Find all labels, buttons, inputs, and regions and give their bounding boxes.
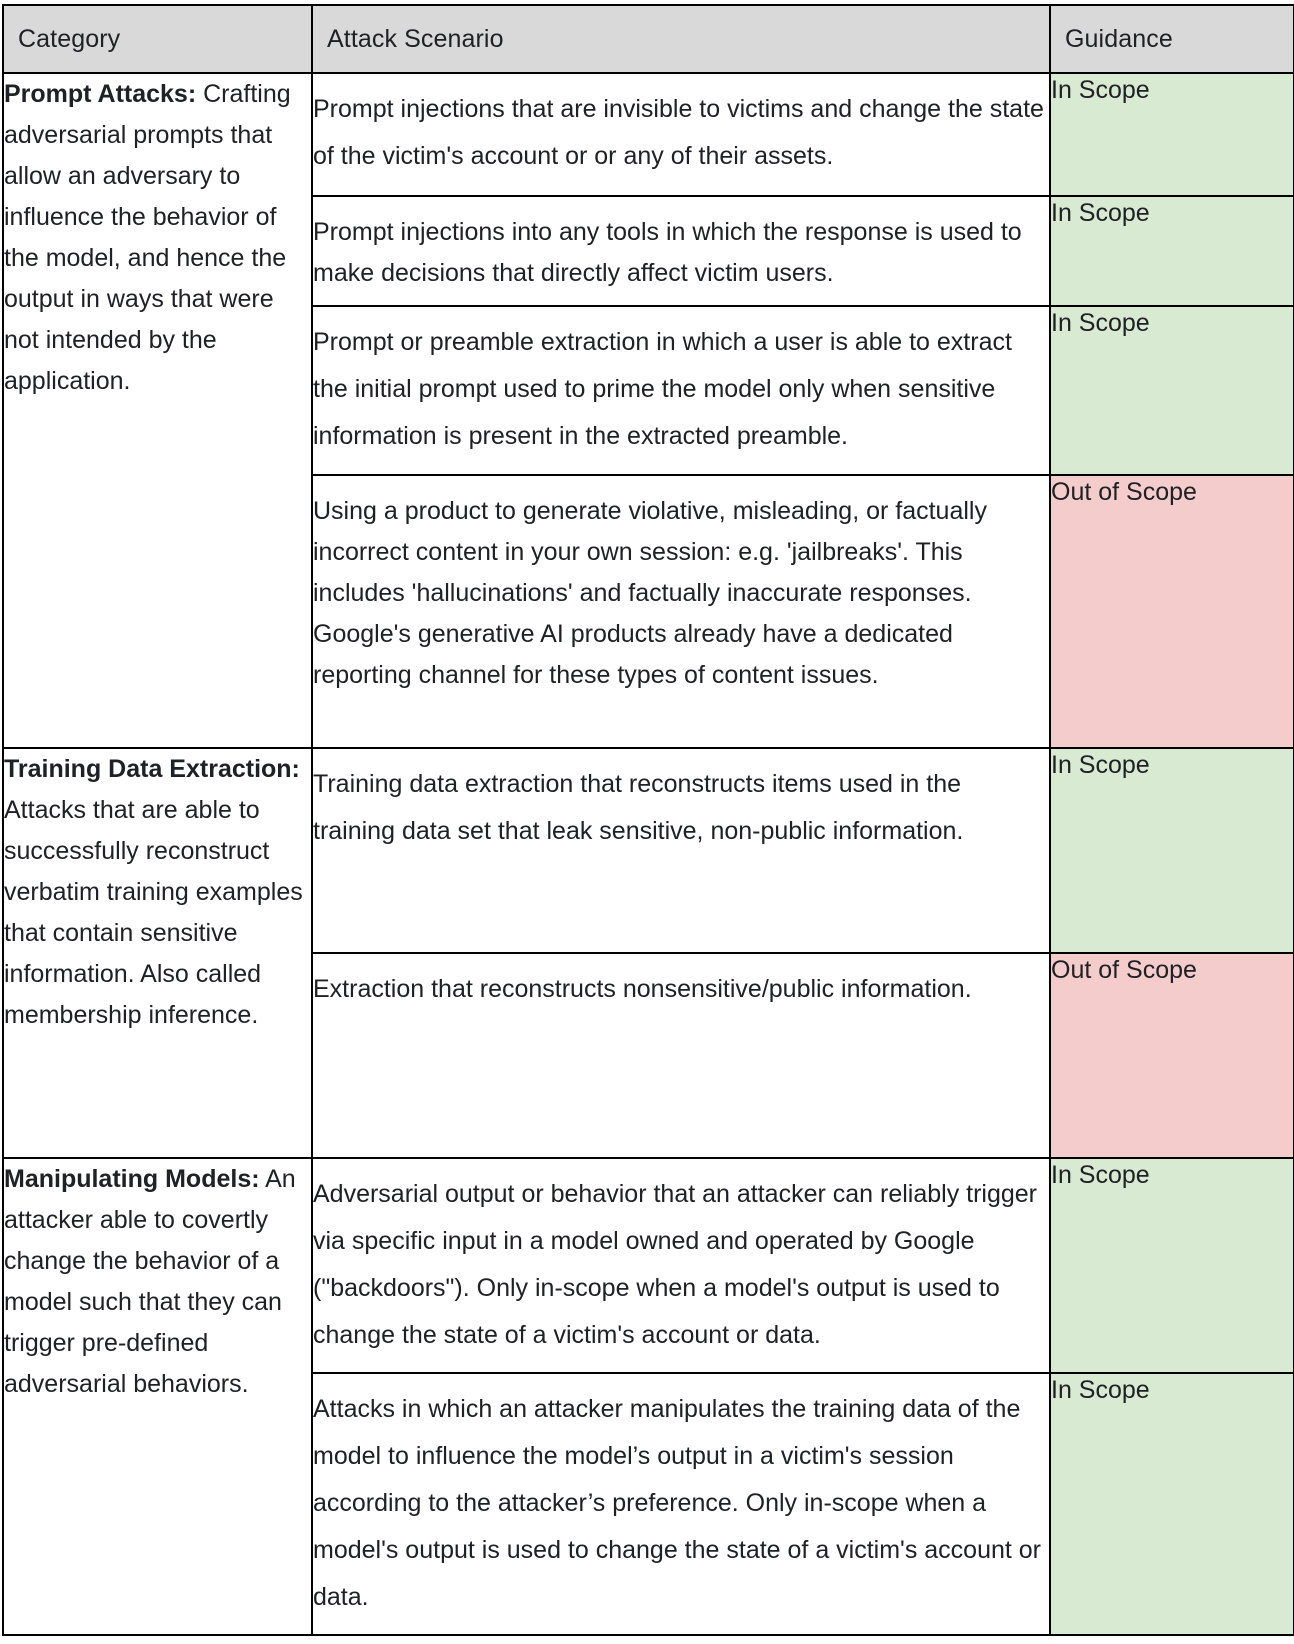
header-row — [3, 5, 1294, 73]
header-category: Category — [3, 5, 312, 73]
guidance-cell: In Scope — [1050, 306, 1294, 475]
header-guidance: Guidance — [1050, 5, 1294, 73]
category-name: Prompt Attacks: — [4, 80, 197, 108]
scenario-cell: Prompt or preamble extraction in which a user is able to extract the initial prompt used to prime the model only when sensitive information is present in the extracted preamble. — [312, 306, 1050, 475]
category-cell-training-data-extraction — [3, 748, 312, 1158]
category-description: Crafting adversarial prompts that allow an adversary to influence the behavior of the model, and hence the output in ways that were not intended by the application. — [4, 80, 291, 395]
table-row — [3, 73, 1294, 196]
category-description: An attacker able to covertly change the behavior of a model such that they can trigger pre-defined adversarial behaviors. — [4, 1165, 296, 1398]
scenario-cell: Attacks in which an attacker manipulates the training data of the model to influence the model’s output in a victim's session according to the attacker’s preference. Only in-scope when a model's output is used to change the state of a victim's account or data. — [312, 1373, 1050, 1635]
guidance-cell: In Scope — [1050, 1373, 1294, 1635]
header-attack-scenario: Attack Scenario — [312, 5, 1050, 73]
guidance-cell: Out of Scope — [1050, 475, 1294, 748]
scenario-cell: Training data extraction that reconstructs items used in the training data set that leak sensitive, non-public information. — [312, 748, 1050, 953]
guidance-cell: In Scope — [1050, 73, 1294, 196]
category-description: Attacks that are able to successfully reconstruct verbatim training examples that contain sensitive information. Also called membership inference. — [4, 796, 303, 1029]
category-cell-manipulating-models — [3, 1158, 312, 1635]
scenario-cell: Using a product to generate violative, misleading, or factually incorrect content in your own session: e.g. 'jailbreaks'. This includes 'hallucinations' and factually inaccurate responses. Google's generative AI products already have a dedicated reporting channel for these types of content issues. — [312, 475, 1050, 748]
guidance-cell: Out of Scope — [1050, 953, 1294, 1158]
scenario-cell: Adversarial output or behavior that an attacker can reliably trigger via specific input in a model owned and operated by Google ("backdoors"). Only in-scope when a model's output is used to change the state of a victim's account or data. — [312, 1158, 1050, 1373]
category-name: Training Data Extraction: — [4, 755, 300, 783]
scenario-cell: Prompt injections into any tools in which the response is used to make decisions that directly affect victim users. — [312, 196, 1050, 306]
table-row — [3, 748, 1294, 953]
guidance-cell: In Scope — [1050, 748, 1294, 953]
scenario-cell: Prompt injections that are invisible to victims and change the state of the victim's account or or any of their assets. — [312, 73, 1050, 196]
category-name: Manipulating Models: — [4, 1165, 260, 1193]
category-cell-prompt-attacks — [3, 73, 312, 748]
scope-table — [2, 4, 1294, 1636]
guidance-cell: In Scope — [1050, 196, 1294, 306]
scenario-cell: Extraction that reconstructs nonsensitive/public information. — [312, 953, 1050, 1158]
table-row — [3, 1158, 1294, 1373]
guidance-cell: In Scope — [1050, 1158, 1294, 1373]
